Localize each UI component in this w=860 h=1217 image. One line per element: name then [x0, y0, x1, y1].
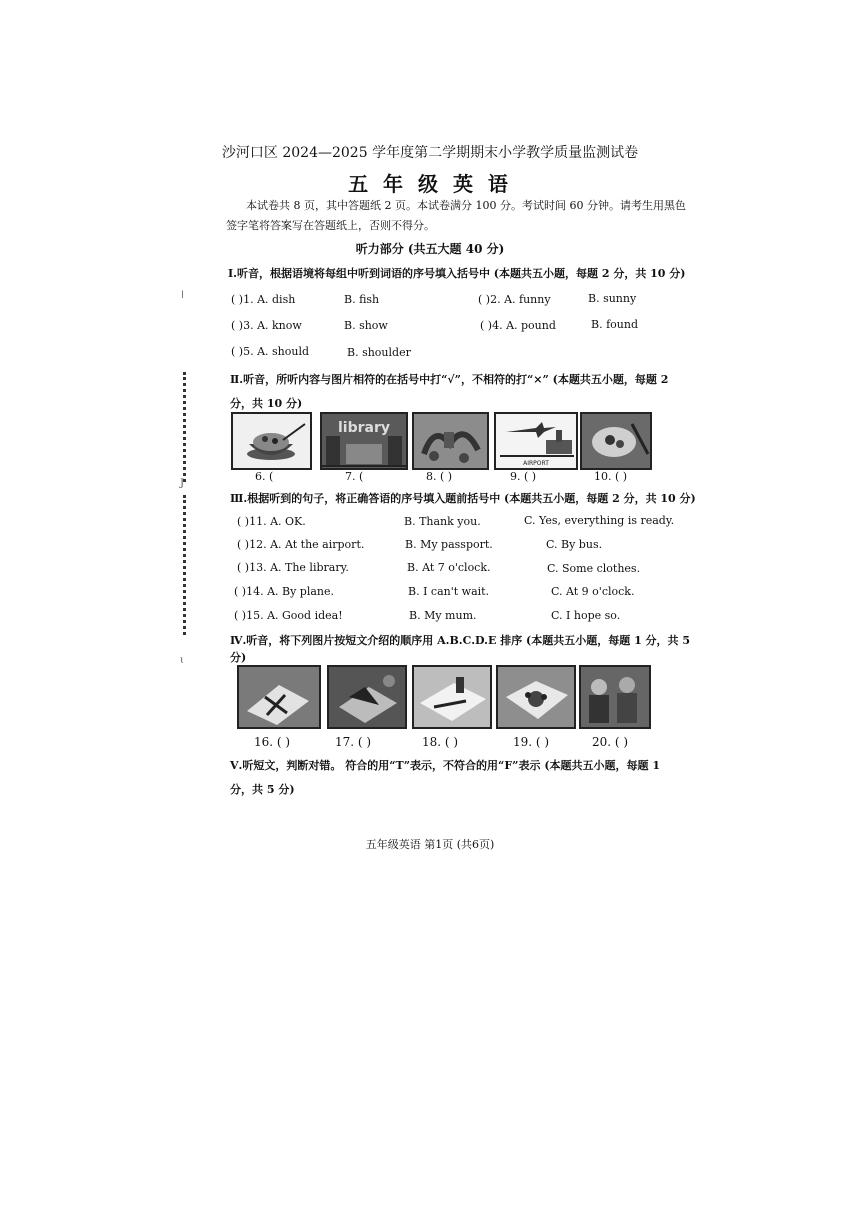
margin-mark: J [180, 478, 185, 489]
part4-instruction-1: Ⅳ.听音，将下列图片按短文介绍的顺序用 A.B.C.D.E 排序 (本题共五小题，每题 1 分，共 5 [230, 634, 691, 647]
picture-10-craft [580, 412, 652, 470]
binding-dots-lower [183, 495, 189, 635]
q5-option-b: B. shoulder [347, 346, 411, 359]
label-6: 6. ( [255, 470, 274, 483]
q3-option-b: B. show [344, 319, 388, 332]
q12: ( )12. A. At the airport. [237, 538, 365, 551]
label-18: 18. ( ) [422, 735, 459, 749]
picture-19-collage [496, 665, 576, 729]
q1: ( )1. A. dish [231, 293, 296, 306]
margin-mark: ɩ [180, 655, 184, 666]
margin-mark: ǀ [181, 290, 184, 301]
q15-option-c: C. I hope so. [551, 609, 621, 622]
q4: ( )4. A. pound [480, 319, 556, 332]
part1-instruction: Ⅰ.听音，根据语境将每组中听到词语的序号填入括号中 (本题共五小题，每题 2 分，共 10 分) [228, 267, 686, 280]
exam-title: 沙河口区 2024—2025 学年度第二学期期末小学教学质量监测试卷 [221, 145, 639, 161]
q3: ( )3. A. know [231, 319, 302, 332]
listening-section-heading: 听力部分 (共五大题 40 分) [355, 242, 505, 256]
q12-option-c: C. By bus. [546, 538, 603, 551]
q2-option-b: B. sunny [588, 292, 637, 305]
part3-instruction: Ⅲ.根据听到的句子，将正确答语的序号填入题前括号中 (本题共五小题，每题 2 分，共 10 分) [230, 492, 696, 505]
picture-7-library [320, 412, 408, 470]
picture-9-airport [494, 412, 578, 470]
q12-option-b: B. My passport. [405, 538, 493, 551]
q14-option-c: C. At 9 o'clock. [551, 585, 635, 598]
q2: ( )2. A. funny [478, 293, 551, 306]
q13: ( )13. A. The library. [237, 561, 349, 574]
label-7: 7. ( [345, 470, 364, 483]
picture-20-people [579, 665, 651, 729]
label-8: 8. ( ) [426, 470, 453, 483]
label-17: 17. ( ) [335, 735, 372, 749]
picture-6-food-bowl [231, 412, 312, 470]
binding-dots-upper [183, 372, 189, 482]
label-19: 19. ( ) [513, 735, 550, 749]
intro-line-1: 本试卷共 8 页，其中答题纸 2 页。本试卷满分 100 分。考试时间 60 分钟。请考生用黑色 [246, 199, 686, 212]
q14-option-b: B. I can't wait. [408, 585, 490, 598]
q5: ( )5. A. should [231, 345, 310, 358]
library-sign: library [337, 420, 391, 436]
part2-instruction-2: 分，共 10 分) [230, 397, 303, 410]
part5-instruction-1: Ⅴ.听短文，判断对错。 符合的用“T”表示，不符合的用“F”表示 (本题共五小题，每题 1 [230, 759, 661, 772]
q15-option-b: B. My mum. [409, 609, 477, 622]
q11: ( )11. A. OK. [237, 515, 306, 528]
q11-option-c: C. Yes, everything is ready. [524, 514, 675, 527]
q13-option-b: B. At 7 o'clock. [407, 561, 491, 574]
intro-line-2: 签字笔将答案写在答题纸上，否则不得分。 [226, 219, 435, 232]
picture-17-painting [327, 665, 407, 729]
airport-sign: AIRPORT [523, 460, 549, 467]
q14: ( )14. A. By plane. [234, 585, 335, 598]
page-footer: 五年级英语 第1页 (共6页) [365, 838, 495, 851]
q13-option-c: C. Some clothes. [547, 562, 641, 575]
label-20: 20. ( ) [592, 735, 629, 749]
label-10: 10. ( ) [594, 470, 628, 483]
q11-option-b: B. Thank you. [404, 515, 481, 528]
q1-option-b: B. fish [344, 293, 380, 306]
part5-instruction-2: 分，共 5 分) [230, 783, 295, 796]
picture-18-glue [412, 665, 492, 729]
picture-8-playground [412, 412, 489, 470]
part2-instruction-1: Ⅱ.听音，所听内容与图片相符的在括号中打“√”，不相符的打“×” (本题共五小题，每题 2 [230, 373, 669, 386]
label-9: 9. ( ) [510, 470, 537, 483]
picture-16-drawing [237, 665, 321, 729]
label-16: 16. ( ) [254, 735, 291, 749]
part4-instruction-2: 分) [230, 651, 247, 664]
q15: ( )15. A. Good idea! [234, 609, 343, 622]
q4-option-b: B. found [591, 318, 638, 331]
subject-heading: 五 年 级 英 语 [348, 172, 512, 196]
